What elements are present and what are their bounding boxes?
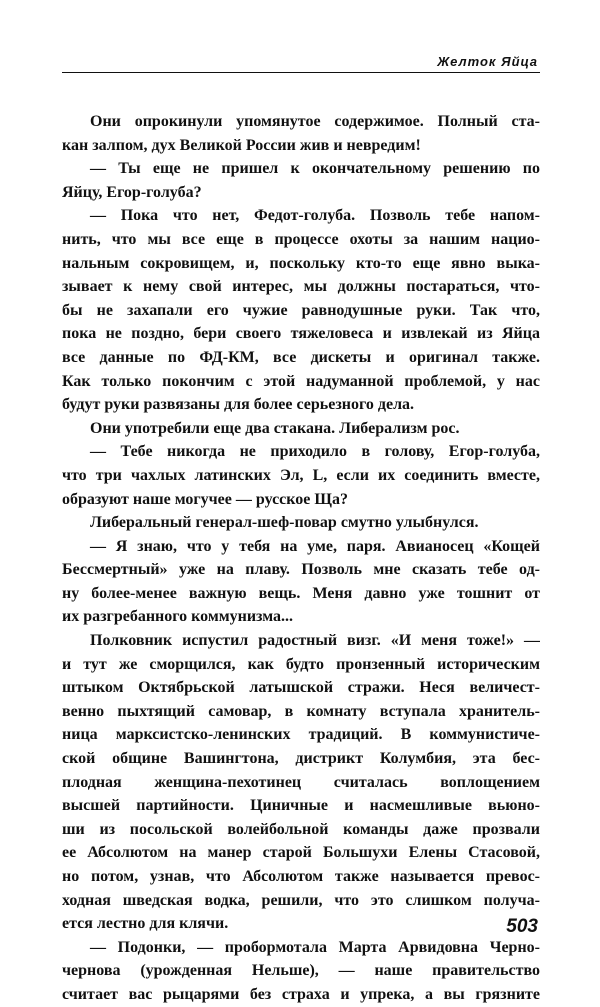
text-line: что три чахлых латинских Эл, L, если их соединить вместе, <box>62 466 540 484</box>
text-line: зывает к нему свой интерес, мы должны постараться, что- <box>62 278 540 296</box>
text-line: нальным сокровищем, и, поскольку кто-то еще явно выка- <box>62 254 540 272</box>
text-line: образуют наше могучее — русское Ща? <box>62 490 348 508</box>
text-line: — Подонки, — пробормотала Марта Арвидовна Черно- <box>90 938 540 956</box>
text-line: ской общине Вашингтона, дистрикт Колумбия, эта бес- <box>62 750 540 768</box>
text-line: — Ты еще не пришел к окончательному решению по <box>90 160 540 178</box>
text-line: — Я знаю, что у тебя на уме, паря. Авианосец «Кощей <box>90 537 540 555</box>
text-line: Либеральный генерал-шеф-повар смутно улыбнулся. <box>90 514 479 532</box>
text-line: нить, что мы все еще в процессе охоты за нашим нацио- <box>62 230 540 248</box>
body-text <box>62 110 540 1007</box>
text-line: плодная женщина-пехотинец считалась воплощением <box>62 773 540 791</box>
text-line: ходная шведская водка, решили, что это слишком получа- <box>62 891 540 909</box>
text-line: Они употребили еще два стакана. Либерализм рос. <box>90 419 460 437</box>
text-line: ется лестно для клячи. <box>62 915 229 933</box>
text-line: Яйцу, Егор-голуба? <box>62 183 202 201</box>
text-line: — Пока что нет, Федот-голуба. Позволь тебе напом- <box>90 207 540 225</box>
text-line: все данные по ФД-КМ, все дискеты и оригинал также. <box>62 348 540 366</box>
text-line: их разгребанного коммунизма... <box>62 608 294 626</box>
text-line: ну более-менее важную вещь. Меня давно уже тошнит от <box>62 584 540 602</box>
text-line: штыком Октябрьской латышской стражи. Неся величест- <box>62 679 540 697</box>
text-line: Как только покончим с этой надуманной проблемой, у нас <box>62 372 540 390</box>
text-line: считает вас рыцарями без страха и упрека, а вы грязните <box>62 985 540 1003</box>
text-line: высшей партийности. Циничные и насмешливые вьюно- <box>62 797 540 815</box>
text-line: ши из посольской волейбольной команды даже прозвали <box>62 820 540 838</box>
text-line: ее Абсолютом на манер старой Большухи Елены Стасовой, <box>62 844 540 862</box>
page-number: 503 <box>506 916 538 937</box>
text-line: пока не поздно, бери своего тяжеловеса и извлекай из Яйца <box>62 325 540 343</box>
header-rule <box>62 72 540 73</box>
text-line: — Тебе никогда не приходило в голову, Егор-голуба, <box>90 443 540 461</box>
text-line: чернова (урожденная Нельше), — наше правительство <box>62 962 540 980</box>
text-line: но потом, узнав, что Абсолютом также называется превос- <box>62 868 540 885</box>
text-line: бы не захапали его чужие равнодушные руки. Так что, <box>62 301 540 319</box>
text-line: кан залпом, дух Великой России жив и невредим! <box>62 136 421 154</box>
text-line: венно пыхтящий самовар, в комнату вступала хранитель- <box>62 702 540 720</box>
text-line: будут руки развязаны для более серьезного дела. <box>62 396 415 414</box>
text-line: Полковник испустил радостный визг. «И меня тоже!» — <box>90 632 540 650</box>
text-line: ница марксистско-ленинских традиций. В коммунистиче- <box>62 726 540 744</box>
running-head: Желток Яйца <box>437 54 538 69</box>
text-line: Они опрокинули упомянутое содержимое. Полный ста- <box>90 113 540 130</box>
text-line: и тут же сморщился, как будто пронзенный историческим <box>62 655 540 673</box>
text-line: Бессмертный» уже на плаву. Позволь мне сказать тебе од- <box>62 561 540 579</box>
